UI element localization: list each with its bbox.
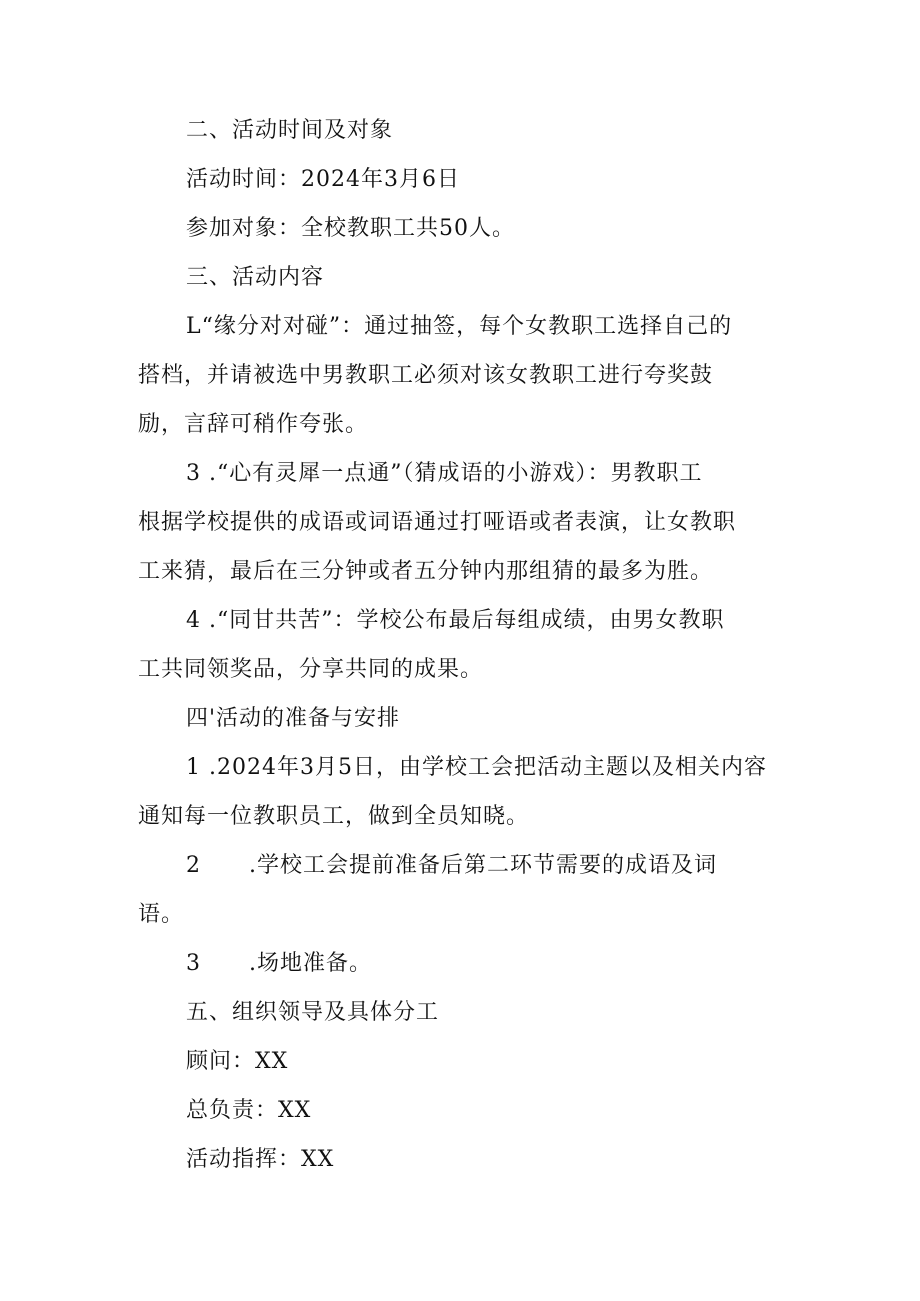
section-heading-organization: 五、组织领导及具体分工 [186,1000,440,1025]
section-heading-content: 三、活动内容 [186,265,325,290]
item-1-line-3: 励，言辞可稍作夸张。 [138,412,369,437]
section-heading-preparation: 四'活动的准备与安排 [186,706,401,731]
prep-item-1-line-1: 1 .2024年3月5日，由学校工会把活动主题以及相关内容 [186,755,767,780]
prep-item-1-line-2: 通知每一位教职员工，做到全员知晓。 [138,804,530,829]
advisor-line: 顾问：XX [186,1049,289,1074]
item-4-line-2: 工共同领奖品，分享共同的成果。 [138,657,484,682]
participants-line: 参加对象：全校教职工共50人。 [186,216,515,241]
director-line: 活动指挥：XX [186,1147,335,1172]
item-1-line-1: L“缘分对对碰”：通过抽签，每个女教职工选择自己的 [186,314,733,339]
activity-date-line: 活动时间：2024年3月6日 [186,167,460,192]
item-1-line-2: 搭档，并请被选中男教职工必须对该女教职工进行夸奖鼓 [138,363,714,388]
item-3-line-3: 工来猜，最后在三分钟或者五分钟内那组猜的最多为胜。 [138,559,714,584]
item-4-line-1: 4 .“同甘共苦”：学校公布最后每组成绩，由男女教职 [186,608,725,633]
prep-item-3: 3 .场地准备。 [186,951,372,976]
section-heading-time-and-audience: 二、活动时间及对象 [186,118,394,143]
chief-line: 总负责：XX [186,1098,312,1123]
prep-item-2-line-1: 2 .学校工会提前准备后第二环节需要的成语及词 [186,853,717,878]
prep-item-2-line-2: 语。 [138,902,185,927]
item-3-line-2: 根据学校提供的成语或词语通过打哑语或者表演，让女教职 [138,510,737,535]
item-3-line-1: 3 .“心有灵犀一点通”（猜成语的小游戏）：男教职工 [186,461,703,486]
